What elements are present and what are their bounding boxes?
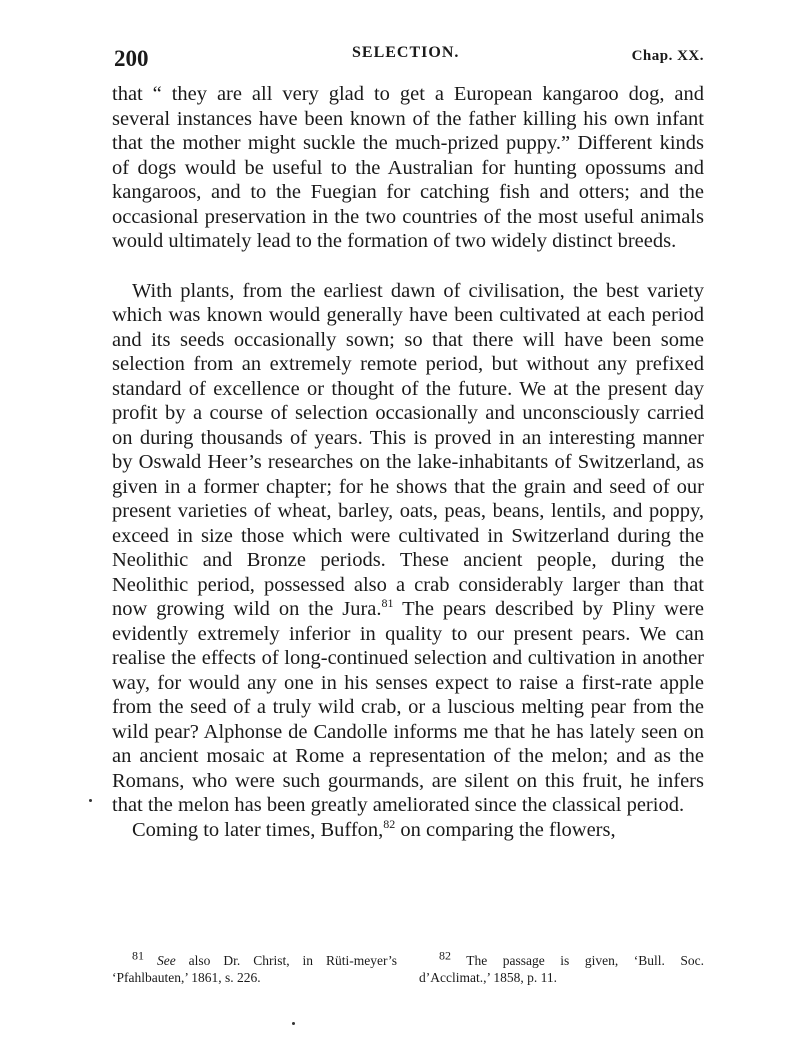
footnote-81-number: 81 bbox=[132, 948, 144, 963]
footnote-81 bbox=[112, 948, 397, 986]
scan-speck bbox=[89, 799, 92, 802]
footnote-82 bbox=[419, 948, 704, 986]
paragraph-later-text-a: Coming to later times, Buffon, bbox=[132, 818, 384, 841]
footnote-82-number: 82 bbox=[439, 948, 451, 963]
footnotes bbox=[112, 948, 704, 986]
paragraph-plants bbox=[112, 279, 704, 818]
page-number: 200 bbox=[114, 46, 149, 71]
paragraph-dogs: that “ they are all very glad to get a European kangaroo dog, and several instances have been known of the father killing his own infant that the mother might suckle the much-prized puppy.” Different kinds of dogs would be useful to the Australian for hunting opossums and kangaroos, and to the Fuegian for catching fish and otters; and the occasional preservation in the two countries of the most useful animals would ultimately lead to the formation of two widely distinct breeds. bbox=[112, 83, 704, 252]
body-text bbox=[112, 82, 704, 842]
footnote-ref-82[interactable]: 82 bbox=[383, 816, 396, 831]
paragraph-later-times bbox=[112, 818, 704, 843]
footnote-81-see: See bbox=[156, 953, 176, 968]
paragraph-plants-text-a: With plants, from the earliest dawn of civilisation, the best variety which was known would generally have been cultivated at each period and its seeds occasionally sown; so that there will have been some selection from an extremely remote period, but without any prefixed standard of excellence or thought of the future. We at the present day profit by a course of selection occasionally and unconsciously carried on during thousands of years. This is proved in an interesting manner by Oswald Heer’s researches on the lake-inhabitants of Switzerland, as given in a former chapter; for he shows that the grain and seed of our present varieties of wheat, barley, oats, peas, beans, lentils, and poppy, exceed in size those which were cultivated in Switzerland during the Neolithic and Bronze periods. These ancient people, during the Neolithic period, possessed also a crab considerably larger than that now growing wild on the Jura. bbox=[112, 279, 704, 620]
footnote-ref-81[interactable]: 81 bbox=[381, 596, 394, 611]
footnote-81-text: also Dr. Christ, in Rüti-meyer’s ‘Pfahlbauten,’ 1861, s. 226. bbox=[112, 953, 397, 985]
page-header bbox=[112, 40, 704, 74]
chapter-label: Chap. XX. bbox=[631, 48, 704, 64]
paragraph-plants-text-b: The pears described by Pliny were evidently extremely inferior in quality to our present pears. We can realise the effects of long-continued selection and cultivation in another way, for would any one in his senses expect to raise a first-rate apple from the seed of a truly wild crab, or a luscious melting pear from the wild pear? Alphonse de Candolle informs me that he has lately seen on an ancient mosaic at Rome a representation of the melon; and as the Romans, who were such gourmands, are silent on this fruit, he infers that the melon has been greatly ameliorated since the classical period. bbox=[112, 598, 705, 816]
scan-speck bbox=[292, 1022, 295, 1025]
footnote-82-text: The passage is given, ‘Bull. Soc. d’Acclimat.,’ 1858, p. 11. bbox=[419, 953, 704, 985]
paragraph-later-text-b: on comparing the flowers, bbox=[395, 818, 616, 841]
running-title: SELECTION. bbox=[352, 44, 460, 61]
